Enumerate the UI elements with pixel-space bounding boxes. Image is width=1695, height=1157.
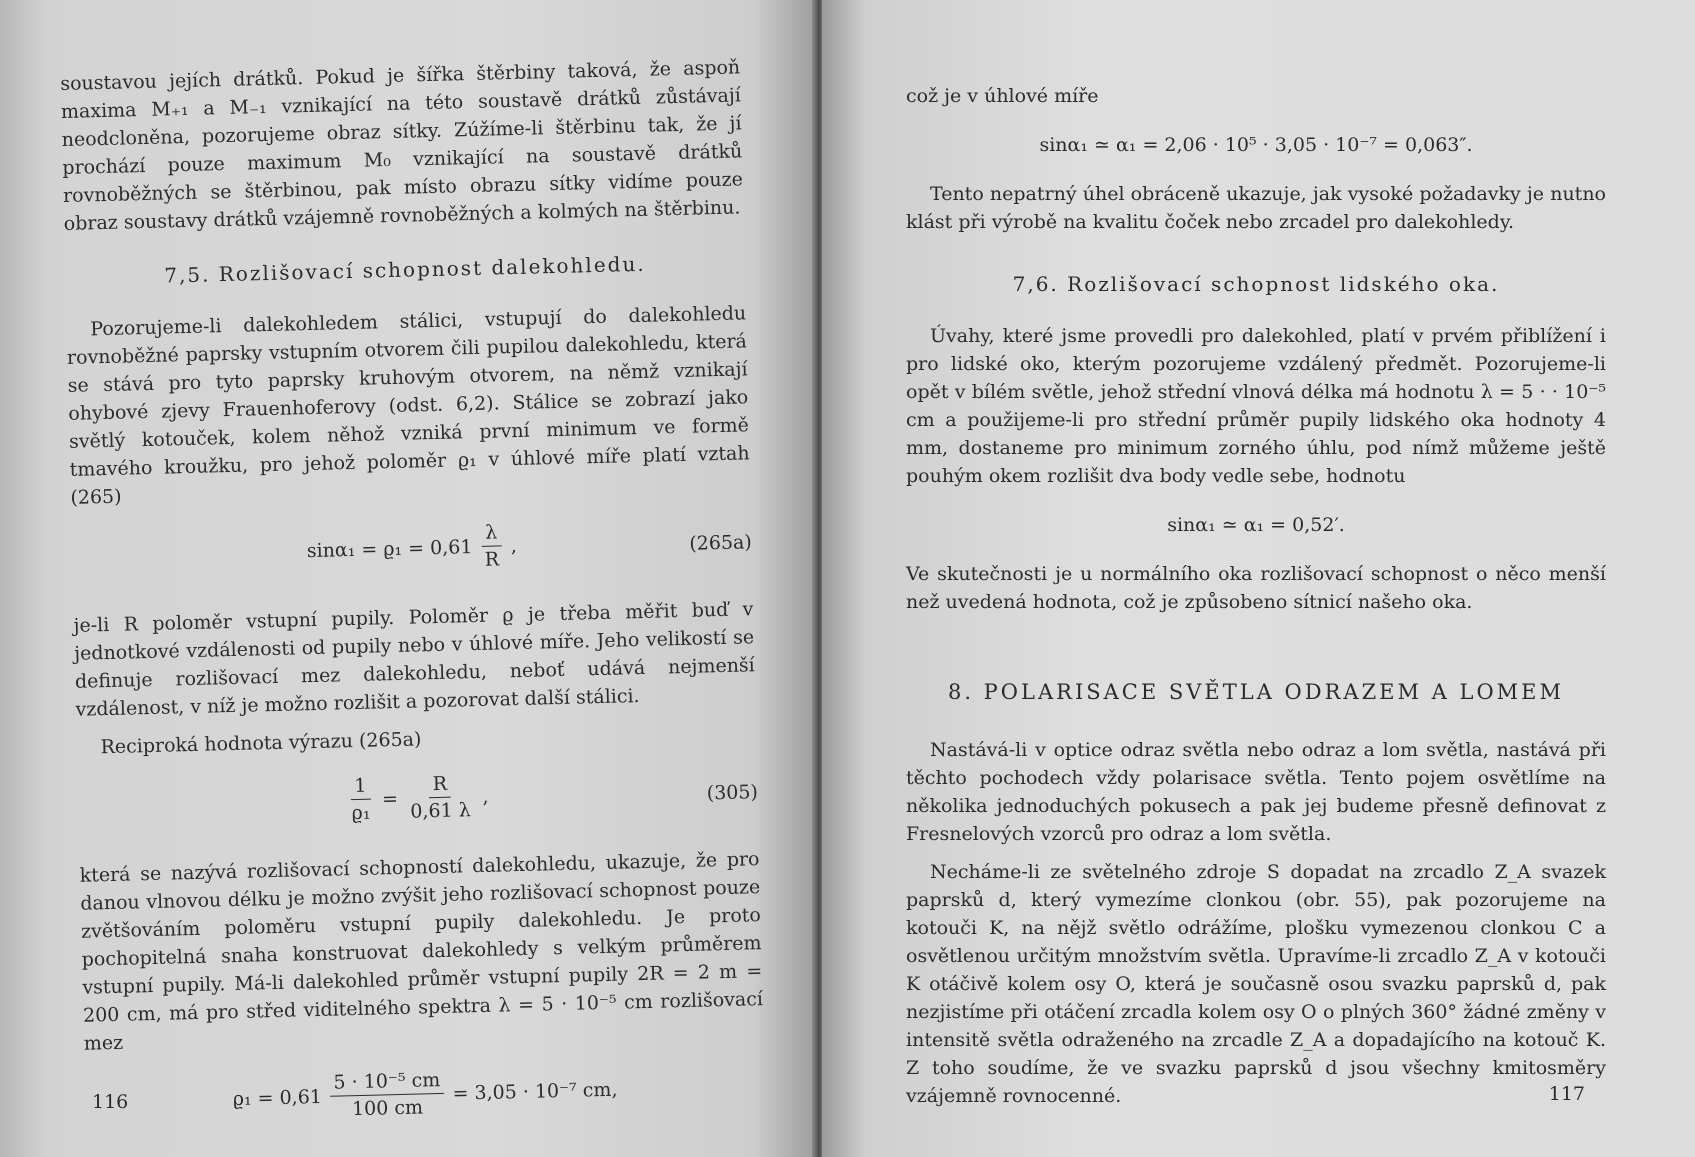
left-paragraph-3: je-li R poloměr vstupní pupily. Poloměr ϱ je třeba měřit buď v jednotkové vzdálenosti od pupily nebo v úhlové míře. Jeho velikostí se definuje rozlišovací mez dalekohledu, neboť udává nejmenší vzdálenost, v níž je možno rozlišit a pozorovat další stálici.: [73, 598, 756, 721]
equation-angle-value: sinα₁ ≃ α₁ = 2,06 · 10⁵ · 3,05 · 10⁻⁷ = 0,063″.: [1039, 134, 1473, 156]
left-page-content: [60, 53, 766, 1157]
equation-305: [77, 763, 758, 844]
eq-265a-denominator: R: [484, 548, 500, 571]
right-paragraph-4: Ve skutečnosti je u normálního oka rozlišovací schopnost o něco menší než uvedená hodnota, což je způsobeno sítnicí našeho oka.: [906, 563, 1606, 613]
eq-rho-denominator: 100 cm: [351, 1096, 424, 1121]
eq-rho-left: ϱ₁ = 0,61: [232, 1085, 323, 1110]
eq-305-equals: =: [381, 787, 399, 810]
right-paragraph-5: Nastává-li v optice odraz světla nebo odraz a lom světla, nastává při těchto pochodech vždy polarisace světla. Tento pojem osvětlíme na několika jednoduchých pokusech a pak jej budeme přesně definovat z Fresnelových vzorců pro odraz a lom světla.: [906, 739, 1606, 845]
left-page: [0, 0, 818, 1157]
equation-eye-value: sinα₁ ≃ α₁ = 0,52′.: [1167, 514, 1345, 536]
eq-rho-numerator: 5 · 10⁻⁵ cm: [329, 1067, 444, 1097]
eq-305-num-2: R: [428, 771, 451, 799]
chapter-heading-8: 8. POLARISACE SVĚTLA ODRAZEM A LOMEM: [947, 680, 1565, 704]
right-paragraph-6: Necháme-li ze světelného zdroje S dopadat na zrcadlo Z_A svazek paprsků d, který vymezíme clonkou (obr. 55), pak pozorujeme na kotouči K, na nějž světlo odrážíme, plošku vymezenou clonkou C a osvětlenou určitým množstvím světla. Upravíme-li zrcadlo Z_A v kotouči K otáčivě kolem osy O, která je současně osou svazku paprsků d, pak nezjistíme při otáčení zrcadla kolem osy O o plných 360° žádné změny v intensitě světla odraženého na zrcadle Z_A a dopadajícího na kotouč K. Z toho soudíme, že ve svazku paprsků d jsou všechny kmitosměry vzájemně rovnocenné.: [906, 861, 1606, 1107]
equation-number-305: (305): [706, 781, 759, 805]
eq-305-fraction-2: [405, 770, 475, 825]
eq-305-tail: ,: [482, 785, 489, 808]
eq-305-den-1: ϱ₁: [351, 801, 371, 825]
right-paragraph-3: Úvahy, které jsme provedli pro dalekohled, platí v prvém přiblížení i pro lidské oko, kterým pozorujeme vzdálený předmět. Pozorujeme-li opět v bílém světle, jehož střední vlnová délka má hodnotu λ = 5 · · 10⁻⁵ cm a použijeme-li pro střední průměr pupily lidského oka hodnoty 4 mm, dostaneme pro minimum zorného úhlu, pod nímž můžeme ještě pouhým okem rozlišit dva body vedle sebe, hodnotu: [906, 325, 1606, 487]
eq-305-fraction-1: [347, 773, 375, 827]
left-paragraph-1: soustavou jejích drátků. Pokud je šířka štěrbiny taková, že aspoň maxima M₊₁ a M₋₁ vznikající na této soustavě drátků zůstávají neodcloněna, pozorujeme obraz sítky. Zúžíme-li štěrbinu tak, že jí prochází pouze maximum M₀ vznikající na soustavě drátků rovnoběžných se štěrbinou, pak místo obrazu sítky vidíme pouze obraz soustavy drátků vzájemně rovnoběžných a kolmých na štěrbinu.: [60, 56, 744, 235]
eq-305-den-2: 0,61 λ: [410, 799, 472, 823]
section-heading-7-6: 7,6. Rozlišovací schopnost lidského oka.: [1012, 272, 1500, 296]
equation-265a: [71, 513, 752, 594]
eq-265a-tail: ,: [510, 534, 518, 557]
eq-265a-left: sinα₁ = ϱ₁ = 0,61: [306, 535, 473, 562]
equation-rho-value: [85, 1059, 766, 1140]
section-heading-7-5: 7,5. Rozlišovací schopnost dalekohledu.: [164, 251, 646, 288]
left-paragraph-5: která se nazývá rozlišovací schopností dalekohledu, ukazuje, že pro danou vlnovou délku je možno zvýšit jeho rozlišovací schopnost pouze zvětšováním poloměru vstupní pupily dalekohledu. Je proto pochopitelná snaha konstruovat dalekohledy s velkým průměrem vstupní pupily. Má-li dalekohled průměr vstupní pupily 2R = 2 m = 200 cm, má pro střed viditelného spektra λ = 5 · 10⁻⁵ cm rozlišovací mez: [79, 848, 764, 1055]
right-page-content: [906, 82, 1606, 1110]
left-paragraph-2: Pozorujeme-li dalekohledem stálici, vstupují do dalekohledu rovnoběžné paprsky vstupním otvorem čili pupilou dalekohledu, která se stává pro tyto paprsky kruhovým otvorem, na němž vznikají ohybové zjevy Frauenhoferovy (odst. 6,2). Stálice se zobrazí jako světlý kotouček, kolem něhož vzniká první minimum ve formě tmavého kroužku, pro jehož poloměr ϱ₁ v úhlové míře platí vztah (265): [66, 302, 750, 509]
eq-rho-right: = 3,05 · 10⁻⁷ cm,: [452, 1078, 618, 1105]
right-page: [822, 0, 1695, 1157]
right-paragraph-2: Tento nepatrný úhel obráceně ukazuje, jak vysoké požadavky je nutno klást při výrobě na kvalitu čoček nebo zrcadel pro dalekohledy.: [906, 183, 1606, 233]
right-paragraph-1: což je v úhlové míře: [906, 85, 1099, 107]
eq-265a-fraction: [480, 519, 504, 573]
eq-rho-fraction: [329, 1067, 445, 1123]
right-page-number: 117: [1548, 1083, 1585, 1105]
eq-305-num-1: 1: [350, 773, 371, 800]
left-paragraph-4: Reciproká hodnota výrazu (265a): [100, 728, 422, 759]
eq-265a-numerator: λ: [481, 519, 502, 546]
equation-number-265a: (265a): [689, 531, 753, 555]
left-page-number: 116: [92, 1091, 129, 1113]
